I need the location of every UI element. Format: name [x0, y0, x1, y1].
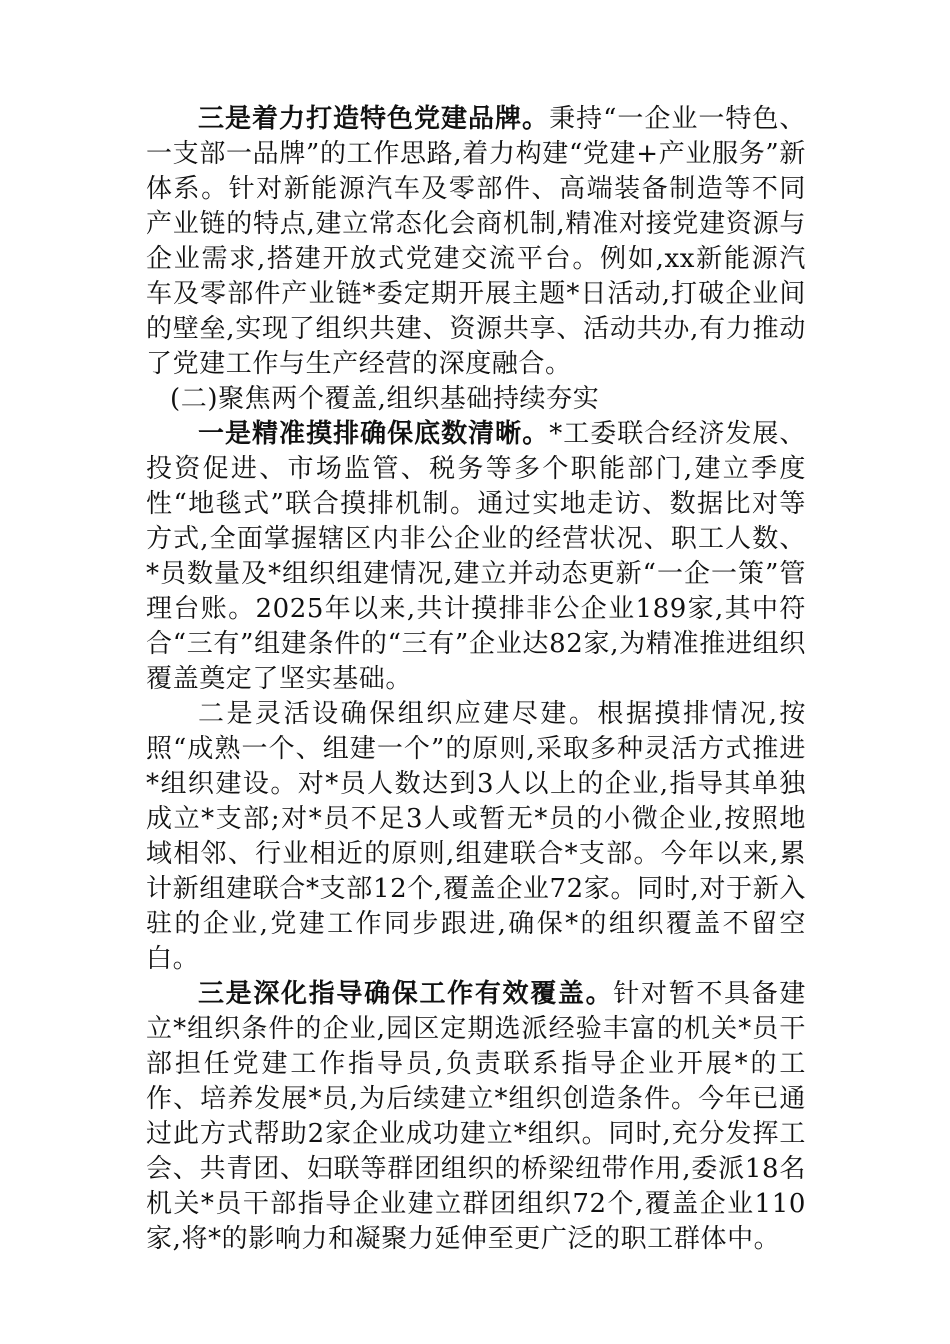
paragraph-text: 秉持“一企业一特色、一支部一品牌”的工作思路,着力构建“党建+产业服务”新体系。针对新能源汽车及零部件、高端装备制造等不同产业链的特点,建立常态化会商机制,精准对接党建资源与企业需求,搭建开放式党建交流平台。例如,xx新能源汽车及零部件产业链*委定期开展主题*日活动,打破企业间的壁垒,实现了组织共建、资源共享、活动共办,有力推动了党建工作与生产经营的深度融合。 — [146, 104, 806, 379]
paragraph-text: 二是灵活设确保组织应建尽建。根据摸排情况,按照“成熟一个、组建一个”的原则,采取多种灵活方式推进*组织建设。对*员人数达到3人以上的企业,指导其单独成立*支部;对*员不足3人或暂无*员的小微企业,按照地域相邻、行业相近的原则,组建联合*支部。今年以来,累计新组建联合*支部12个,覆盖企业72家。同时,对于新入驻的企业,党建工作同步跟进,确保*的组织覆盖不留空白。 — [146, 699, 806, 974]
paragraph-deepen-guidance — [146, 977, 806, 1257]
paragraph-precise-survey — [146, 417, 806, 697]
section-heading: (二)聚焦两个覆盖,组织基础持续夯实 — [170, 384, 600, 414]
paragraph-lead: 三是着力打造特色党建品牌。 — [198, 104, 550, 134]
paragraph-text: *工委联合经济发展、投资促进、市场监管、税务等多个职能部门,建立季度性“地毯式”联合摸排机制。通过实地走访、数据比对等方式,全面掌握辖区内非公企业的经营状况、职工人数、*员数量及*组织组建情况,建立并动态更新“一企一策”管理台账。2025年以来,共计摸排非公企业189家,其中符合“三有”组建条件的“三有”企业达82家,为精准推进组织覆盖奠定了坚实基础。 — [146, 419, 806, 694]
document-body — [146, 102, 806, 1257]
paragraph-text: 针对暂不具备建立*组织条件的企业,园区定期选派经验丰富的机关*员干部担任党建工作指导员,负责联系指导企业开展*的工作、培养发展*员,为后续建立*组织创造条件。今年已通过此方式帮助2家企业成功建立*组织。同时,充分发挥工会、共青团、妇联等群团组织的桥梁纽带作用,委派18名机关*员干部指导企业建立群团组织72个,覆盖企业110家,将*的影响力和凝聚力延伸至更广泛的职工群体中。 — [146, 979, 806, 1254]
paragraph-party-brand — [146, 102, 806, 382]
paragraph-lead: 三是深化指导确保工作有效覆盖。 — [198, 979, 614, 1009]
paragraph-lead: 一是精准摸排确保底数清晰。 — [198, 419, 550, 449]
paragraph-flexible-setup — [146, 697, 806, 977]
